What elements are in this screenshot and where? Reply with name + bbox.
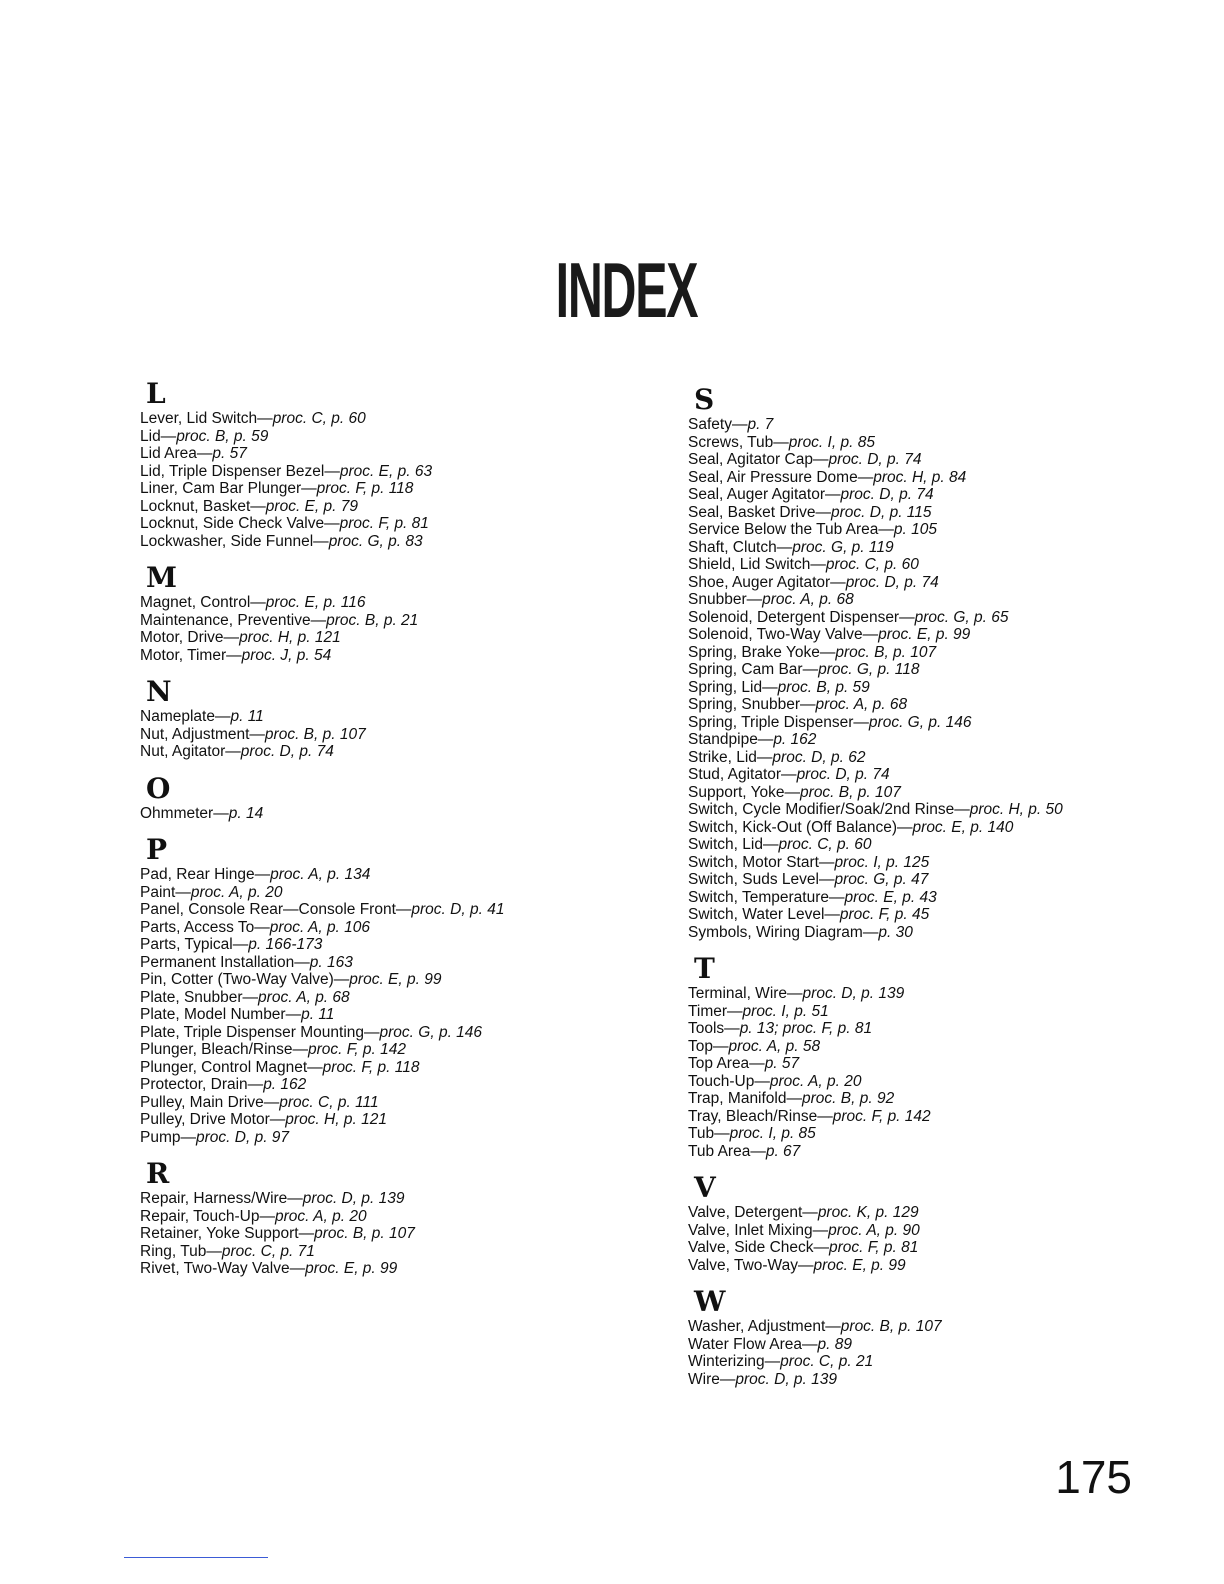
entry-term: Lid— — [140, 427, 177, 445]
entry-term: Plate, Triple Dispenser Mounting— — [140, 1023, 380, 1041]
section-letter: N — [146, 675, 172, 708]
entry-term: Panel, Console Rear—Console Front— — [140, 901, 412, 918]
entry-reference: proc. F, p. 45 — [839, 906, 930, 923]
index-entry — [140, 726, 610, 744]
index-entry — [140, 1111, 610, 1129]
entry-reference: proc. A, p. 106 — [269, 918, 371, 936]
entry-reference: proc. F, p. 142 — [308, 1041, 406, 1058]
entry-reference: p. 57 — [212, 445, 247, 462]
entry-term: Top— — [688, 1037, 729, 1055]
entry-term: Nameplate— — [140, 708, 231, 725]
index-entry — [688, 1108, 1158, 1126]
index-entry — [140, 1076, 610, 1094]
index-entry — [140, 901, 610, 919]
entry-reference: proc. E, p. 79 — [265, 497, 358, 515]
entry-reference: proc. B, p. 107 — [264, 725, 366, 743]
entry-reference: p. 30 — [878, 923, 913, 941]
index-entry — [140, 410, 610, 428]
index-section — [688, 1172, 1158, 1274]
index-entry — [688, 1336, 1158, 1354]
entry-reference: proc. E, p. 99 — [305, 1260, 398, 1277]
entry-reference: proc. E, p. 99 — [813, 1256, 906, 1274]
entry-term: Repair, Touch-Up— — [140, 1207, 275, 1225]
index-section — [688, 953, 1158, 1160]
index-entry — [688, 556, 1158, 574]
index-entry — [688, 766, 1158, 784]
entry-reference: proc. C, p. 21 — [780, 1353, 874, 1370]
entry-term: Permanent Installation— — [140, 953, 310, 971]
index-entry — [688, 521, 1158, 539]
entry-reference: proc. A, p. 20 — [274, 1207, 367, 1225]
index-section — [688, 1286, 1158, 1388]
entry-reference: p. 105 — [893, 521, 938, 538]
index-entry — [688, 539, 1158, 557]
entry-term: Switch, Suds Level— — [688, 871, 835, 888]
index-entry — [688, 871, 1158, 889]
entry-term: Pump— — [140, 1128, 196, 1146]
index-entry — [140, 884, 610, 902]
index-entry — [688, 1020, 1158, 1038]
index-entry — [140, 1024, 610, 1042]
section-letter: P — [146, 833, 168, 866]
entry-term: Tools— — [688, 1020, 740, 1037]
entry-term: Nut, Adjustment— — [140, 725, 265, 743]
entry-reference: proc. A, p. 134 — [270, 866, 371, 883]
entry-reference: proc. D, p. 62 — [772, 748, 866, 766]
entry-term: Strike, Lid— — [688, 748, 773, 766]
entry-reference: p. 14 — [228, 804, 264, 822]
section-letter: R — [146, 1157, 170, 1190]
index-entry — [688, 661, 1158, 679]
entry-term: Ring, Tub— — [140, 1242, 222, 1260]
section-letter: V — [694, 1171, 716, 1204]
entry-term: Pulley, Drive Motor— — [140, 1111, 286, 1128]
index-entry — [688, 1055, 1158, 1073]
index-entry — [688, 1003, 1158, 1021]
index-entry — [140, 480, 610, 498]
entry-reference: proc. F, p. 118 — [316, 480, 414, 497]
entry-term: Retainer, Yoke Support— — [140, 1225, 315, 1242]
index-entry — [688, 1257, 1158, 1275]
entry-reference: proc. D, p. 115 — [831, 503, 932, 521]
entry-term: Service Below the Tub Area— — [688, 521, 894, 538]
entry-reference: p. 89 — [817, 1335, 852, 1353]
index-entry — [688, 819, 1158, 837]
entry-term: Safety— — [688, 416, 748, 433]
entry-term: Valve, Detergent— — [688, 1204, 818, 1221]
section-letter: S — [694, 383, 715, 416]
entry-term: Touch-Up— — [688, 1072, 770, 1090]
entry-reference: proc. E, p. 43 — [844, 888, 937, 906]
index-entry — [688, 1353, 1158, 1371]
entry-reference: proc. J, p. 54 — [241, 646, 332, 664]
index-entry — [688, 1222, 1158, 1240]
entry-reference: proc. B, p. 59 — [777, 678, 870, 696]
entry-term: Standpipe— — [688, 731, 774, 748]
entry-term: Trap, Manifold— — [688, 1090, 802, 1107]
entry-reference: proc. C, p. 60 — [778, 836, 872, 853]
index-entry — [688, 836, 1158, 854]
entry-term: Switch, Kick-Out (Off Balance)— — [688, 818, 913, 836]
entry-term: Pulley, Main Drive— — [140, 1093, 280, 1111]
entry-reference: proc. C, p. 111 — [279, 1093, 379, 1111]
entry-reference: proc. F, p. 118 — [322, 1058, 420, 1076]
entry-term: Shaft, Clutch— — [688, 538, 793, 556]
entry-reference: proc. G, p. 65 — [914, 608, 1009, 626]
entry-term: Rivet, Two-Way Valve— — [140, 1260, 306, 1277]
entry-reference: proc. C, p. 71 — [221, 1242, 315, 1260]
index-entry — [140, 1190, 610, 1208]
entry-reference: proc. B, p. 92 — [802, 1090, 895, 1107]
index-section — [688, 384, 1158, 941]
entry-reference: p. 166-173 — [248, 936, 323, 953]
entry-term: Lockwasher, Side Funnel— — [140, 532, 329, 550]
entry-reference: proc. G, p. 146 — [379, 1023, 483, 1041]
entry-term: Switch, Water Level— — [688, 906, 840, 923]
entry-reference: proc. C, p. 60 — [272, 410, 366, 427]
entry-term: Valve, Side Check— — [688, 1239, 829, 1256]
entry-term: Stud, Agitator— — [688, 766, 797, 783]
entry-term: Spring, Lid— — [688, 678, 778, 696]
entry-reference: proc. D, p. 139 — [735, 1370, 838, 1388]
entry-term: Seal, Basket Drive— — [688, 503, 831, 521]
entry-term: Switch, Motor Start— — [688, 853, 835, 871]
entry-reference: proc. B, p. 107 — [835, 643, 937, 661]
entry-reference: p. 7 — [747, 416, 774, 433]
entry-reference: proc. A, p. 90 — [828, 1221, 920, 1239]
page-title: INDEX — [555, 246, 698, 334]
entry-reference: p. 162 — [263, 1076, 307, 1093]
entry-reference: proc. G, p. 119 — [792, 538, 894, 556]
entry-reference: proc. D, p. 139 — [302, 1190, 405, 1207]
entry-reference: p. 11 — [230, 708, 264, 725]
entry-reference: proc. A, p. 68 — [762, 591, 854, 608]
entry-term: Washer, Adjustment— — [688, 1318, 841, 1335]
index-entry — [140, 954, 610, 972]
entry-reference: proc. D, p. 97 — [196, 1128, 290, 1146]
entry-term: Tub Area— — [688, 1142, 766, 1160]
entry-reference: proc. A, p. 68 — [258, 988, 350, 1006]
entry-term: Plate, Model Number— — [140, 1006, 302, 1023]
index-column-right — [688, 384, 1158, 1400]
entry-reference: proc. B, p. 107 — [840, 1318, 942, 1335]
index-entry — [688, 985, 1158, 1003]
index-entry — [140, 805, 610, 823]
index-entry — [140, 515, 610, 533]
entry-reference: proc. E, p. 99 — [349, 971, 442, 988]
entry-reference: proc. F, p. 81 — [829, 1239, 919, 1256]
entry-reference: proc. G, p. 47 — [834, 871, 929, 888]
index-entry — [688, 889, 1158, 907]
entry-term: Valve, Inlet Mixing— — [688, 1221, 829, 1239]
entry-term: Terminal, Wire— — [688, 985, 803, 1002]
index-entry — [688, 1371, 1158, 1389]
index-entry — [688, 1204, 1158, 1222]
index-entry — [688, 504, 1158, 522]
entry-reference: proc. G, p. 146 — [868, 713, 972, 731]
entry-reference: p. 57 — [764, 1055, 800, 1072]
index-entry — [140, 1208, 610, 1226]
entry-reference: p. 13; proc. F, p. 81 — [739, 1020, 873, 1037]
index-entry — [140, 1260, 610, 1278]
index-entry — [688, 731, 1158, 749]
entry-reference: proc. D, p. 74 — [796, 766, 890, 783]
entry-reference: p. 162 — [773, 731, 817, 748]
index-entry — [140, 866, 610, 884]
entry-term: Nut, Agitator— — [140, 743, 241, 760]
index-entry — [688, 626, 1158, 644]
entry-reference: proc. A, p. 20 — [769, 1072, 862, 1090]
index-entry — [140, 919, 610, 937]
entry-term: Wire— — [688, 1370, 736, 1388]
entry-term: Protector, Drain— — [140, 1076, 264, 1093]
entry-reference: proc. F, p. 142 — [832, 1107, 931, 1125]
entry-reference: proc. H, p. 121 — [239, 629, 341, 646]
entry-term: Solenoid, Two-Way Valve— — [688, 626, 879, 643]
entry-term: Spring, Cam Bar— — [688, 661, 819, 678]
index-entry — [688, 906, 1158, 924]
entry-term: Motor, Drive— — [140, 629, 240, 646]
entry-reference: proc. F, p. 81 — [339, 515, 429, 532]
index-entry — [688, 1143, 1158, 1161]
index-entry — [688, 749, 1158, 767]
index-entry — [140, 936, 610, 954]
entry-reference: proc. A, p. 58 — [728, 1037, 821, 1055]
entry-term: Locknut, Side Check Valve— — [140, 515, 340, 532]
entry-reference: proc. E, p. 63 — [339, 462, 433, 480]
index-entry — [140, 428, 610, 446]
entry-term: Water Flow Area— — [688, 1335, 818, 1353]
entry-reference: proc. E, p. 140 — [912, 818, 1014, 836]
entry-term: Tub— — [688, 1125, 730, 1142]
entry-reference: proc. D, p. 74 — [828, 451, 922, 468]
entry-term: Screws, Tub— — [688, 433, 789, 451]
index-entry — [140, 463, 610, 481]
index-entry — [688, 1038, 1158, 1056]
section-letter: W — [694, 1285, 726, 1318]
page-number: 175 — [1055, 1451, 1132, 1503]
entry-term: Lid, Triple Dispenser Bezel— — [140, 462, 340, 480]
index-section — [140, 378, 610, 550]
entry-reference: proc. E, p. 99 — [878, 626, 971, 643]
entry-term: Snubber— — [688, 591, 763, 608]
index-entry — [140, 1243, 610, 1261]
entry-term: Switch, Temperature— — [688, 888, 845, 906]
index-entry — [688, 924, 1158, 942]
footer-rule — [124, 1557, 268, 1558]
entry-term: Plunger, Bleach/Rinse— — [140, 1041, 309, 1058]
index-entry — [688, 469, 1158, 487]
entry-term: Motor, Timer— — [140, 646, 242, 664]
entry-term: Spring, Triple Dispenser— — [688, 713, 869, 731]
index-entry — [688, 1073, 1158, 1091]
entry-term: Pin, Cotter (Two-Way Valve)— — [140, 971, 350, 988]
entry-term: Lever, Lid Switch— — [140, 410, 273, 427]
index-entry — [688, 591, 1158, 609]
index-section — [140, 773, 610, 823]
entry-term: Parts, Typical— — [140, 936, 249, 953]
index-entry — [688, 486, 1158, 504]
entry-reference: proc. D, p. 74 — [840, 486, 934, 503]
entry-reference: proc. D, p. 74 — [845, 573, 939, 591]
entry-reference: proc. I, p. 85 — [788, 433, 875, 451]
section-letter: T — [694, 952, 715, 985]
index-column-left — [140, 378, 610, 1290]
index-entry — [140, 445, 610, 463]
index-entry — [688, 644, 1158, 662]
section-letter: O — [146, 771, 171, 805]
entry-term: Ohmmeter— — [140, 804, 229, 822]
entry-reference: proc. H, p. 121 — [285, 1111, 387, 1128]
entry-term: Locknut, Basket— — [140, 497, 266, 515]
index-entry — [688, 714, 1158, 732]
entry-term: Paint— — [140, 883, 191, 901]
index-entry — [688, 696, 1158, 714]
entry-term: Magnet, Control— — [140, 594, 266, 611]
entry-term: Symbols, Wiring Diagram— — [688, 923, 879, 941]
index-entry — [688, 416, 1158, 434]
index-entry — [688, 1090, 1158, 1108]
index-section — [140, 834, 610, 1146]
entry-term: Shoe, Auger Agitator— — [688, 573, 846, 591]
index-entry — [140, 594, 610, 612]
entry-term: Maintenance, Preventive— — [140, 611, 327, 629]
entry-term: Plate, Snubber— — [140, 988, 259, 1006]
entry-term: Solenoid, Detergent Dispenser— — [688, 608, 915, 626]
entry-term: Valve, Two-Way— — [688, 1256, 814, 1274]
entry-term: Top Area— — [688, 1055, 765, 1072]
entry-term: Repair, Harness/Wire— — [140, 1190, 303, 1207]
index-entry — [688, 1239, 1158, 1257]
entry-reference: proc. I, p. 51 — [742, 1002, 829, 1020]
index-entry — [140, 629, 610, 647]
entry-reference: proc. K, p. 129 — [817, 1204, 919, 1221]
index-entry — [140, 989, 610, 1007]
entry-term: Switch, Lid— — [688, 836, 779, 853]
entry-reference: p. 163 — [309, 953, 353, 971]
index-entry — [140, 1129, 610, 1147]
entry-term: Liner, Cam Bar Plunger— — [140, 480, 317, 497]
entry-reference: proc. H, p. 84 — [873, 468, 967, 486]
entry-reference: proc. A, p. 68 — [815, 696, 908, 713]
entry-term: Seal, Agitator Cap— — [688, 451, 829, 468]
entry-reference: proc. A, p. 20 — [190, 883, 283, 901]
entry-term: Seal, Auger Agitator— — [688, 486, 841, 503]
entry-reference: proc. G, p. 83 — [328, 532, 423, 550]
entry-reference: proc. D, p. 74 — [240, 743, 334, 760]
index-entry — [140, 1006, 610, 1024]
entry-term: Spring, Brake Yoke— — [688, 643, 836, 661]
index-entry — [688, 1318, 1158, 1336]
entry-term: Parts, Access To— — [140, 918, 270, 936]
entry-reference: proc. I, p. 85 — [729, 1125, 816, 1142]
index-entry — [140, 1225, 610, 1243]
index-entry — [140, 498, 610, 516]
index-entry — [688, 854, 1158, 872]
entry-term: Pad, Rear Hinge— — [140, 866, 271, 883]
index-entry — [688, 609, 1158, 627]
entry-reference: proc. D, p. 139 — [802, 985, 905, 1002]
entry-term: Tray, Bleach/Rinse— — [688, 1107, 833, 1125]
index-entry — [688, 679, 1158, 697]
entry-reference: proc. B, p. 107 — [314, 1225, 415, 1242]
index-entry — [140, 743, 610, 761]
index-entry — [688, 1125, 1158, 1143]
entry-term: Support, Yoke— — [688, 783, 801, 801]
entry-term: Winterizing— — [688, 1353, 781, 1370]
index-entry — [140, 1094, 610, 1112]
entry-term: Plunger, Control Magnet— — [140, 1058, 323, 1076]
entry-reference: proc. B, p. 107 — [800, 783, 901, 801]
index-entry — [140, 612, 610, 630]
index-entry — [140, 708, 610, 726]
index-section — [140, 562, 610, 664]
entry-reference: proc. C, p. 60 — [825, 556, 919, 573]
index-entry — [140, 971, 610, 989]
entry-reference: proc. E, p. 116 — [265, 594, 366, 611]
entry-reference: proc. B, p. 59 — [176, 427, 269, 445]
index-entry — [688, 574, 1158, 592]
entry-term: Seal, Air Pressure Dome— — [688, 468, 874, 486]
index-entry — [688, 451, 1158, 469]
entry-reference: p. 11 — [301, 1006, 335, 1023]
index-entry — [140, 647, 610, 665]
section-letter: M — [146, 561, 177, 594]
index-section — [140, 1158, 610, 1278]
entry-reference: proc. I, p. 125 — [834, 853, 930, 871]
entry-term: Shield, Lid Switch— — [688, 556, 826, 573]
index-entry — [688, 801, 1158, 819]
entry-term: Timer— — [688, 1002, 743, 1020]
index-entry — [140, 533, 610, 551]
entry-reference: p. 67 — [765, 1142, 801, 1160]
index-entry — [688, 784, 1158, 802]
index-entry — [688, 434, 1158, 452]
entry-reference: proc. D, p. 41 — [411, 901, 505, 918]
entry-reference: proc. G, p. 118 — [818, 661, 920, 678]
entry-term: Spring, Snubber— — [688, 696, 816, 713]
entry-term: Lid Area— — [140, 445, 213, 462]
index-entry — [140, 1041, 610, 1059]
entry-term: Switch, Cycle Modifier/Soak/2nd Rinse— — [688, 801, 970, 818]
section-letter: L — [146, 377, 166, 410]
index-entry — [140, 1059, 610, 1077]
entry-reference: proc. B, p. 21 — [326, 611, 419, 629]
entry-reference: proc. H, p. 50 — [969, 801, 1063, 818]
index-section — [140, 676, 610, 761]
